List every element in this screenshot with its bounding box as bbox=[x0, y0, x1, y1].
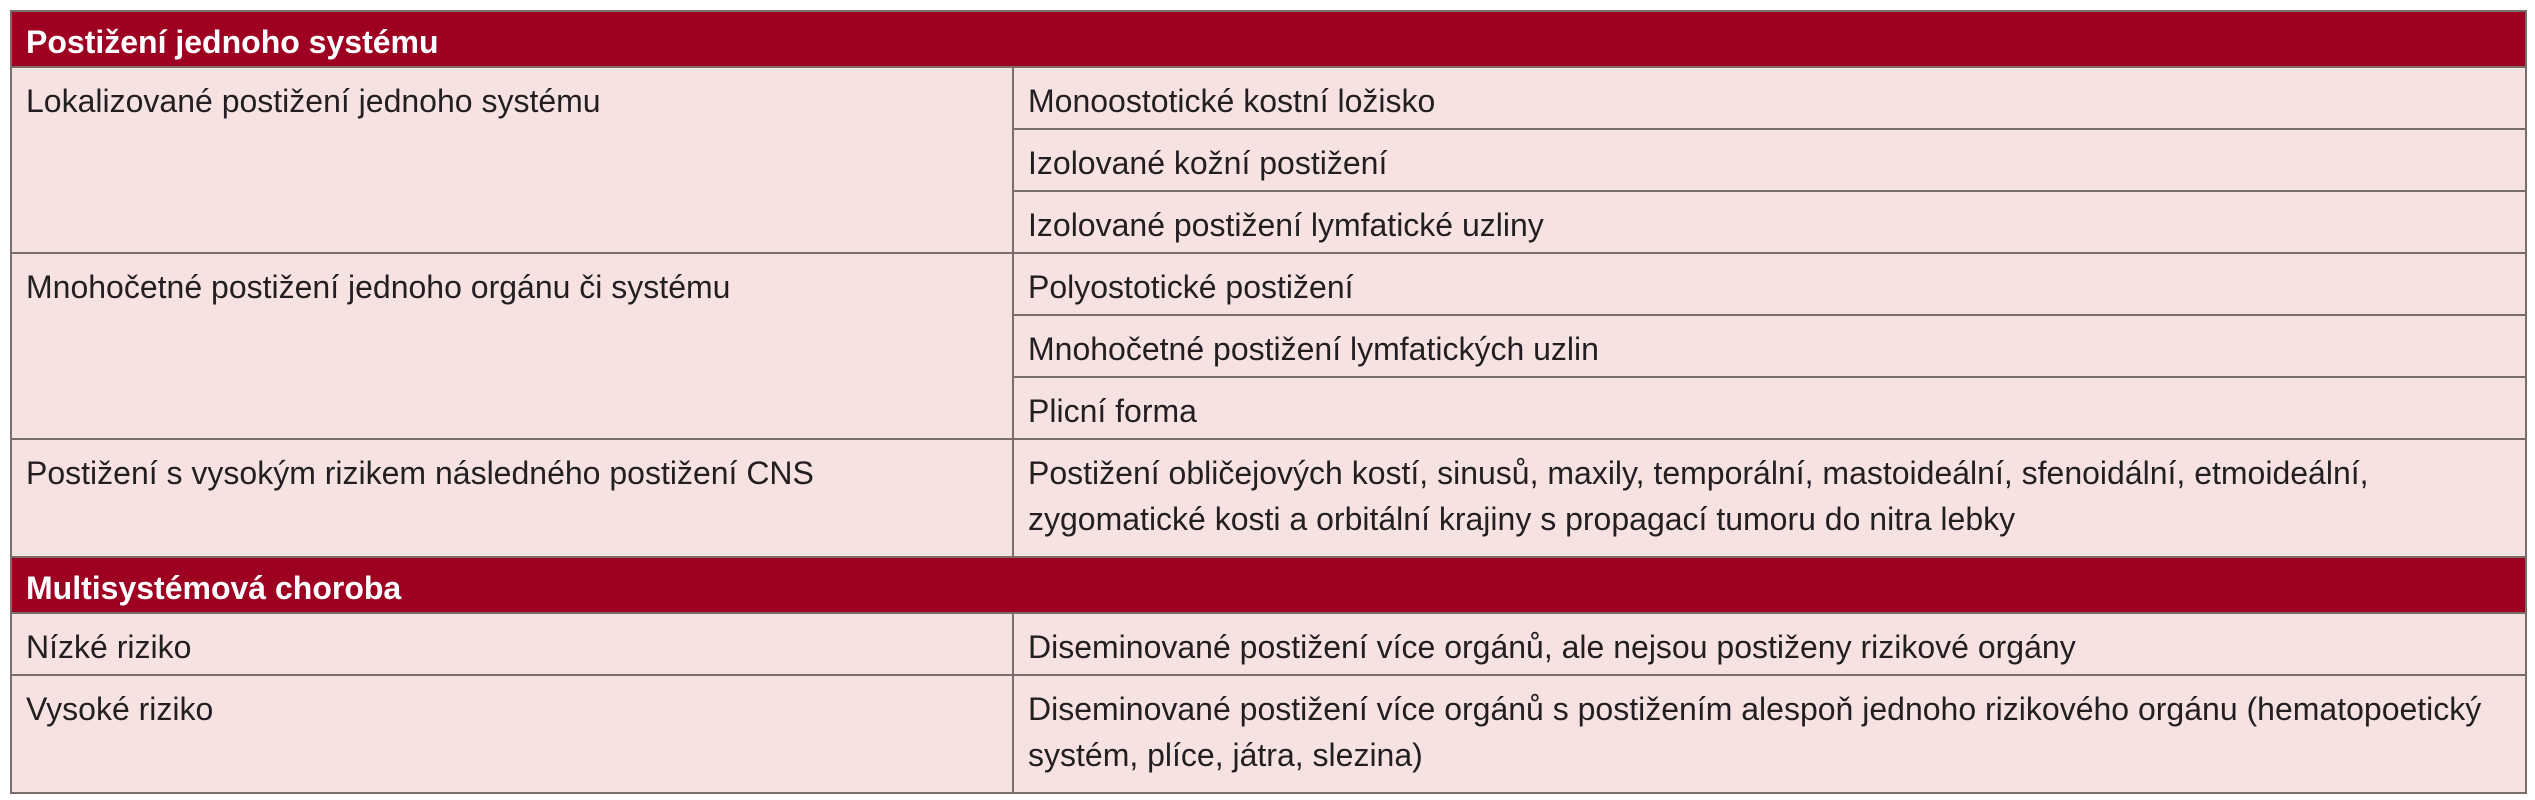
item-cell: Diseminované postižení více orgánů, ale nejsou postiženy rizikové orgány bbox=[1013, 613, 2526, 675]
classification-table bbox=[10, 10, 2527, 794]
category-cell-empty bbox=[11, 191, 1013, 253]
item-cell: Monoostotické kostní ložisko bbox=[1013, 67, 2526, 129]
table-row bbox=[11, 253, 2526, 315]
table-row bbox=[11, 315, 2526, 377]
table-row bbox=[11, 129, 2526, 191]
table-row bbox=[11, 191, 2526, 253]
category-cell-empty bbox=[11, 377, 1013, 439]
category-cell: Lokalizované postižení jednoho systému bbox=[11, 67, 1013, 129]
item-cell: Diseminované postižení více orgánů s postižením alespoň jednoho rizikového orgánu (hematopoetický systém, plíce, játra, slezina) bbox=[1013, 675, 2526, 793]
table-row bbox=[11, 439, 2526, 557]
category-cell-empty bbox=[11, 315, 1013, 377]
section-header-row bbox=[11, 557, 2526, 613]
item-cell: Polyostotické postižení bbox=[1013, 253, 2526, 315]
section-title: Postižení jednoho systému bbox=[11, 11, 2526, 67]
item-cell: Mnohočetné postižení lymfatických uzlin bbox=[1013, 315, 2526, 377]
section-header-row bbox=[11, 11, 2526, 67]
section-title: Multisystémová choroba bbox=[11, 557, 2526, 613]
item-cell: Postižení obličejových kostí, sinusů, maxily, temporální, mastoideální, sfenoidální, etmoideální, zygomatické kosti a orbitální krajiny s propagací tumoru do nitra lebky bbox=[1013, 439, 2526, 557]
table-row bbox=[11, 377, 2526, 439]
table-row bbox=[11, 675, 2526, 793]
table-row bbox=[11, 613, 2526, 675]
item-cell: Izolované postižení lymfatické uzliny bbox=[1013, 191, 2526, 253]
item-cell: Plicní forma bbox=[1013, 377, 2526, 439]
table-row bbox=[11, 67, 2526, 129]
category-cell: Postižení s vysokým rizikem následného postižení CNS bbox=[11, 439, 1013, 557]
category-cell: Nízké riziko bbox=[11, 613, 1013, 675]
category-cell: Vysoké riziko bbox=[11, 675, 1013, 793]
category-cell-empty bbox=[11, 129, 1013, 191]
item-cell: Izolované kožní postižení bbox=[1013, 129, 2526, 191]
category-cell: Mnohočetné postižení jednoho orgánu či systému bbox=[11, 253, 1013, 315]
